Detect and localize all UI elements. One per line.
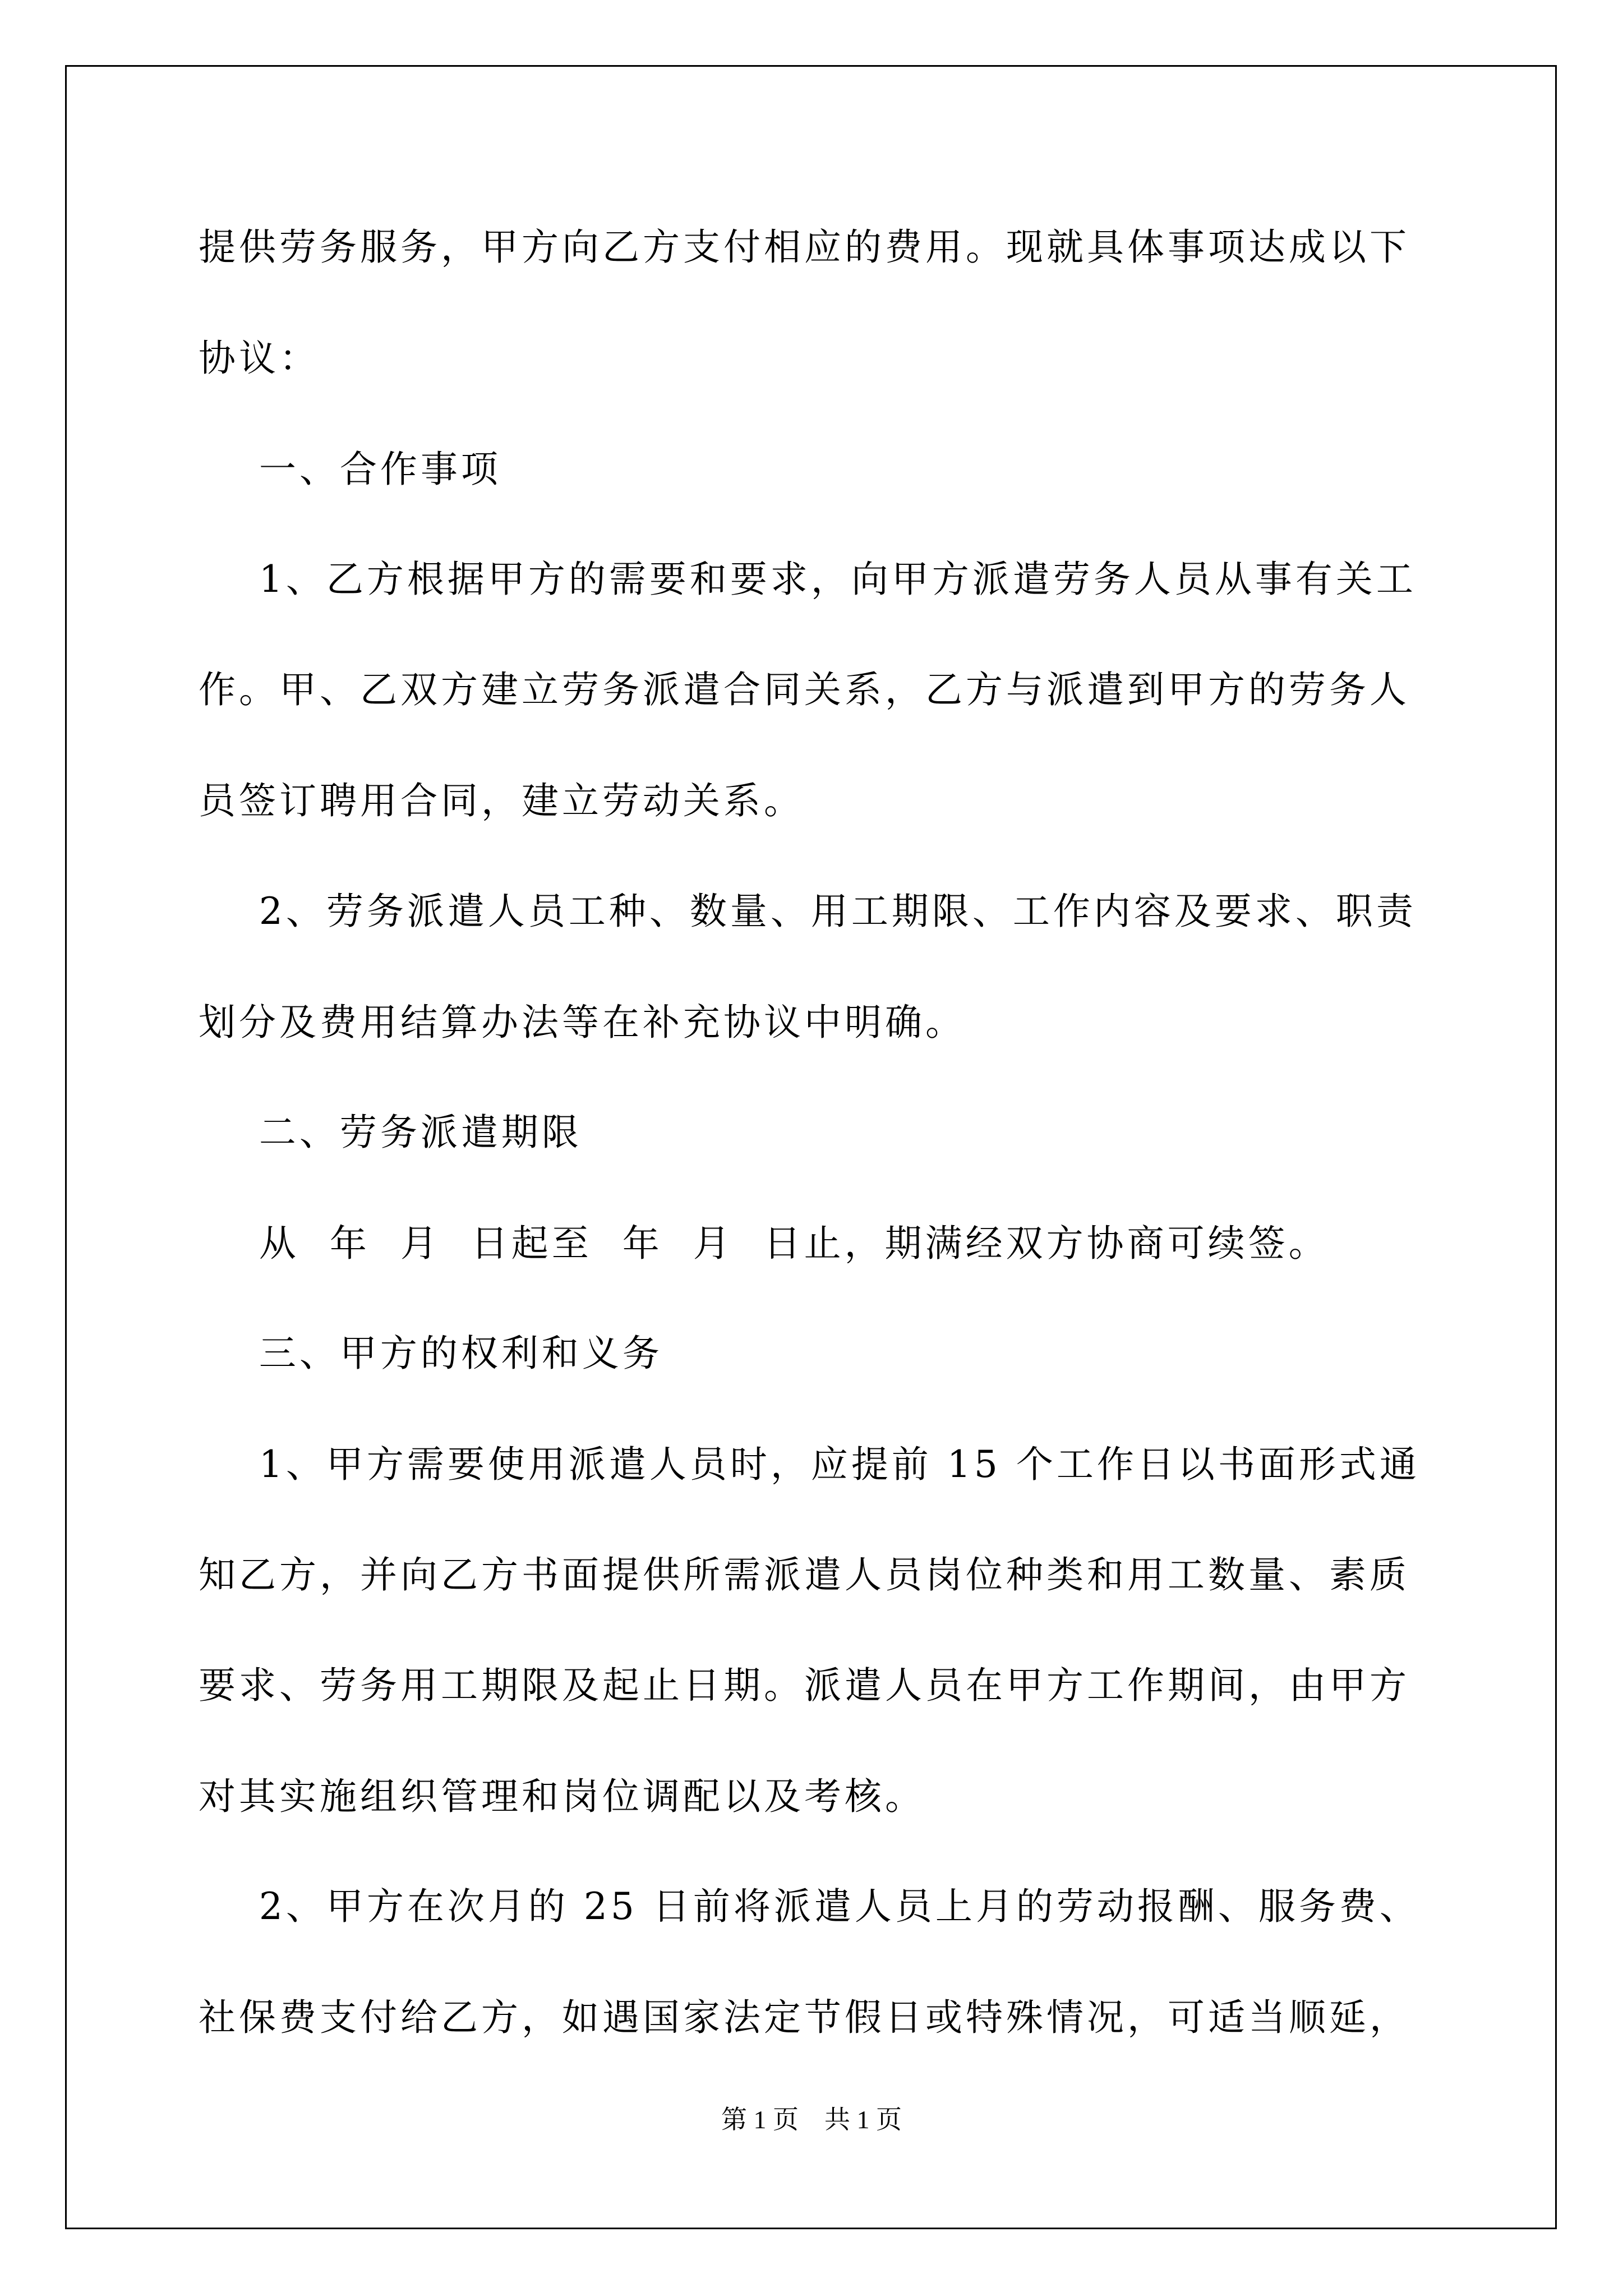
page-footer: 第 1 页 共 1 页 — [721, 2105, 902, 2134]
document-line: 社保费支付给乙方，如遇国家法定节假日或特殊情况，可适当顺延， — [199, 1996, 1410, 2039]
document-line: 从 年 月 日起至 年 月 日止，期满经双方协商可续签。 — [199, 1222, 1329, 1265]
document-line: 1、乙方根据甲方的需要和要求，向甲方派遣劳务人员从事有关工 — [199, 558, 1417, 601]
document-line: 协议： — [199, 337, 320, 380]
document-line: 员签订聘用合同，建立劳动关系。 — [199, 779, 804, 822]
document-line: 1、甲方需要使用派遣人员时，应提前 15 个工作日以书面形式通 — [199, 1443, 1420, 1486]
section-heading: 二、劳务派遣期限 — [199, 1111, 582, 1154]
section-heading: 三、甲方的权利和义务 — [199, 1332, 663, 1375]
document-line: 要求、劳务用工期限及起止日期。派遣人员在甲方工作期间，由甲方 — [199, 1664, 1410, 1707]
document-line: 2、劳务派遣人员工种、数量、用工期限、工作内容及要求、职责 — [199, 890, 1417, 933]
document-line: 对其实施组织管理和岗位调配以及考核。 — [199, 1775, 925, 1818]
document-line: 知乙方，并向乙方书面提供所需派遣人员岗位种类和用工数量、素质 — [199, 1553, 1410, 1596]
document-line: 作。甲、乙双方建立劳务派遣合同关系，乙方与派遣到甲方的劳务人 — [199, 668, 1410, 711]
document-line: 提供劳务服务，甲方向乙方支付相应的费用。现就具体事项达成以下 — [199, 226, 1410, 269]
document-line: 2、甲方在次月的 25 日前将派遣人员上月的劳动报酬、服务费、 — [199, 1885, 1420, 1928]
document-line: 划分及费用结算办法等在补充协议中明确。 — [199, 1001, 966, 1044]
section-heading: 一、合作事项 — [199, 448, 501, 491]
